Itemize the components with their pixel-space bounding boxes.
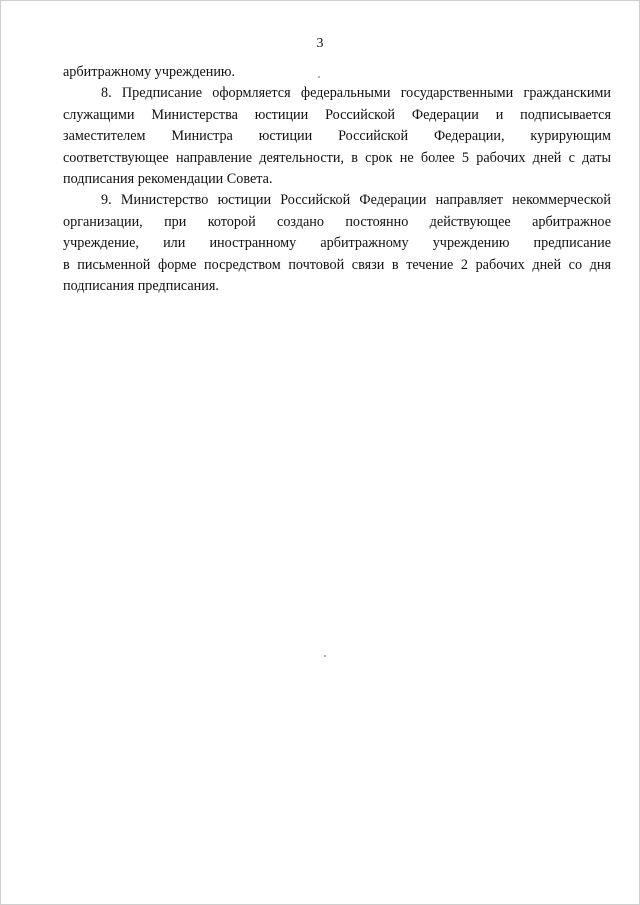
text-line: 8. Предписание оформляется федеральными государственными гражданскими [101,85,611,102]
text-line: подписания предписания. [63,277,219,294]
text-line: арбитражному учреждению. [63,64,236,80]
scan-speck [318,76,320,78]
text-line: служащими Министерства юстиции Российской Федерации и подписывается [63,106,611,123]
text-line: организации, при которой создано постоянно действующее арбитражное [63,213,611,230]
text-line: 9. Министерство юстиции Российской Федерации направляет некоммерческой [101,192,611,209]
text-line: заместителем Министра юстиции Российской Федерации, курирующим [63,128,611,145]
document-body [63,62,611,297]
text-line: соответствующее направление деятельности, в срок не более 5 рабочих дней с даты [63,149,611,166]
scan-speck [324,655,326,657]
page-number: 3 [316,36,324,51]
text-line: подписания рекомендации Совета. [63,170,273,187]
text-line: учреждение, или иностранному арбитражному учреждению предписание [63,235,611,252]
text-line: в письменной форме посредством почтовой связи в течение 2 рабочих дней со дня [63,256,611,273]
